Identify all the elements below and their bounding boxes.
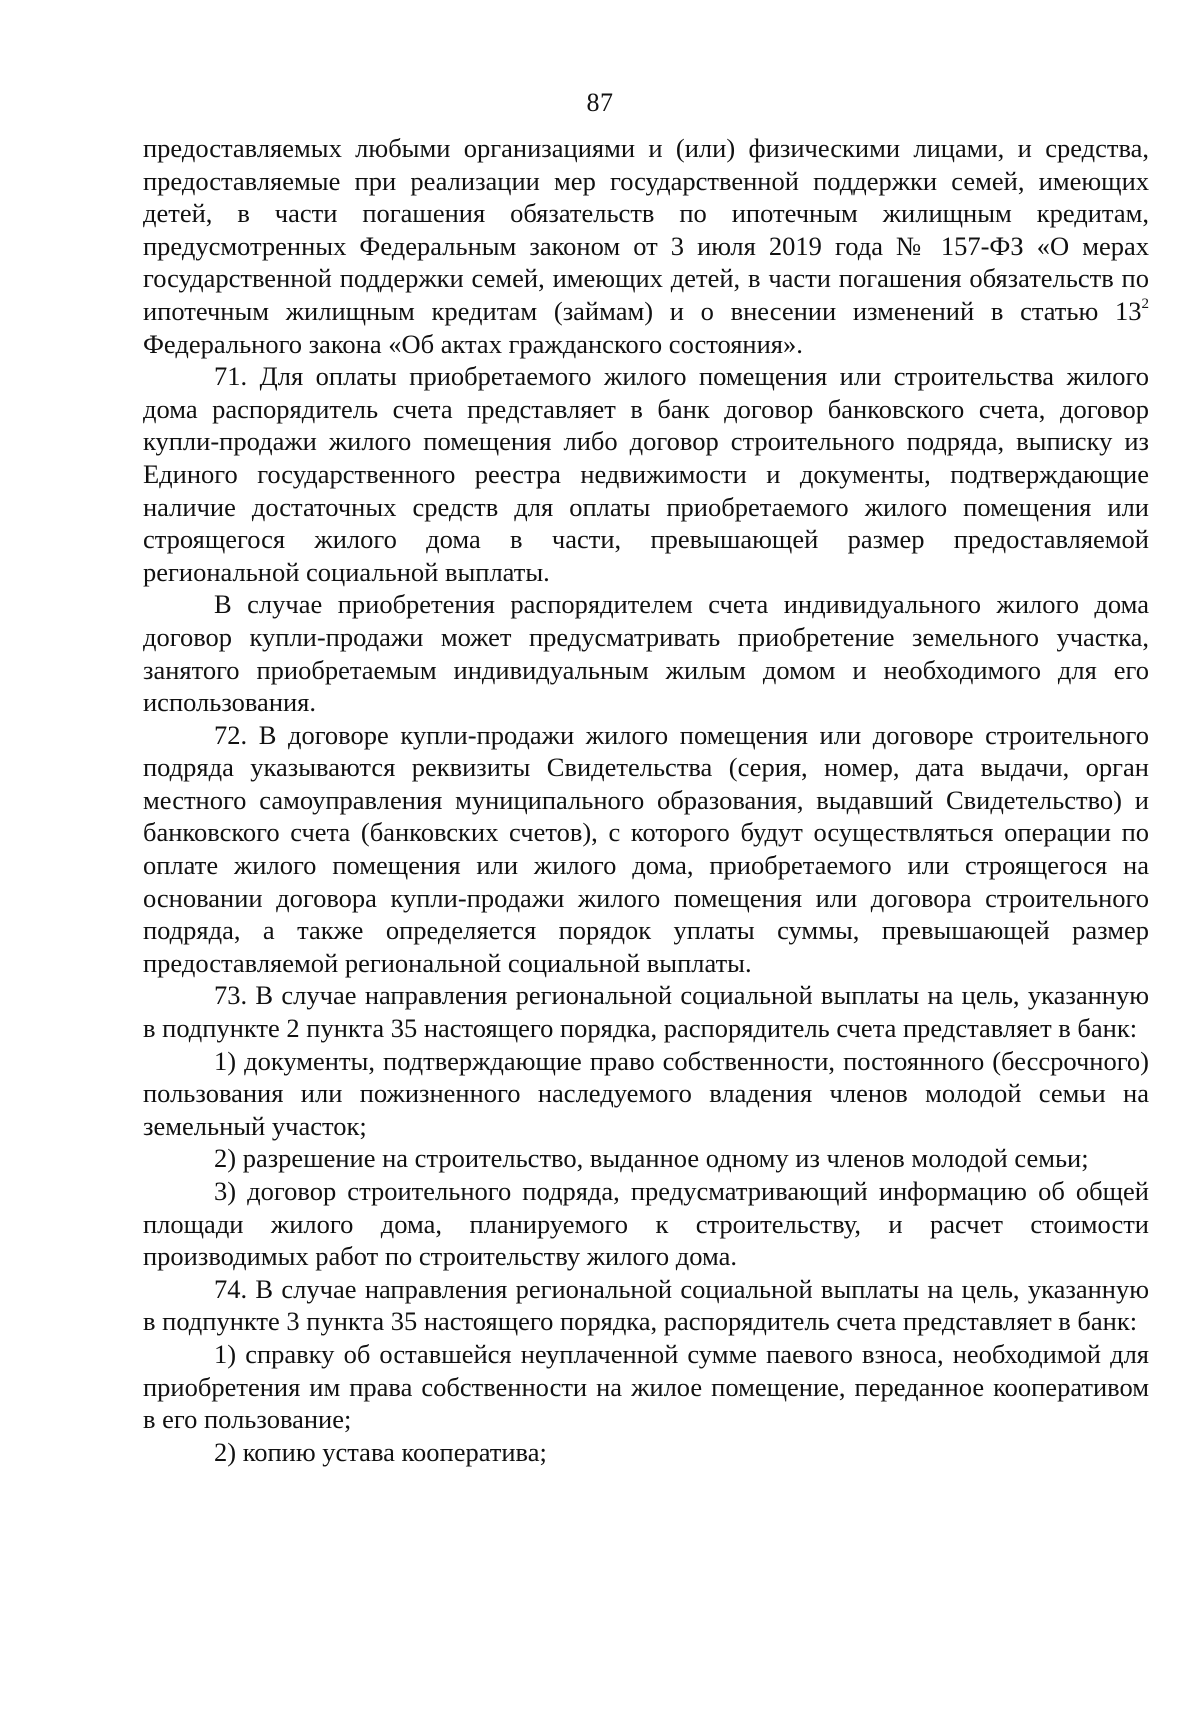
paragraph-71-house: В случае приобретения распорядителем счета индивидуального жилого дома договор купли-продажи может предусматривать приобретение земельного участка, занятого приобретаемым индивидуальным жилым домом и необходимого для его использования. [143, 589, 1149, 718]
paragraph-72: 72. В договоре купли-продажи жилого помещения или договоре строительного подряда указываются реквизиты Свидетельства (серия, номер, дата выдачи, орган местного самоуправления муниципального образования, выдавший Свидетельство) и банковского счета (банковских счетов), с которого будут осуществляться операции по оплате жилого помещения или жилого дома, приобретаемого или строящегося на основании договора купли-продажи жилого помещения или договора строительного подряда, а также определяется порядок уплаты суммы, превышающей размер предоставляемой региональной социальной выплаты. [143, 719, 1149, 978]
paragraph-73-item-3: 3) договор строительного подряда, предусматривающий информацию об общей площади жилого дома, планируемого к строительству, и расчет стоимости производимых работ по строительству жилого дома. [143, 1176, 1149, 1272]
paragraph-74-item-1: 1) справку об оставшейся неуплаченной сумме паевого взноса, необходимой для приобретения им права собственности на жилое помещение, переданное кооперативом в его пользование; [143, 1338, 1149, 1435]
document-body [143, 132, 1149, 1468]
paragraph-text-after: Федерального закона «Об актах гражданского состояния». [143, 328, 803, 359]
paragraph-continuation [143, 132, 1149, 360]
paragraph-71: 71. Для оплаты приобретаемого жилого помещения или строительства жилого дома распорядитель счета представляет в банк договор банковского счета, договор купли-продажи жилого помещения либо договор строительного подряда, выписку из Единого государственного реестра недвижимости и документы, подтверждающие наличие достаточных средств для оплаты приобретаемого жилого помещения или строящегося жилого дома в части, превышающей размер предоставляемой региональной социальной выплаты. [143, 361, 1149, 587]
paragraph-74-item-2: 2) копию устава кооператива; [214, 1436, 547, 1467]
paragraph-text: предоставляемых любыми организациями и (или) физическими лицами, и средства, предоставляемые при реализации мер государственной поддержки семей, имеющих детей, в части погашения обязательств по ипотечным жилищным кредитам, предусмотренных Федеральным законом от 3 июля 2019 года № 157-ФЗ «О мерах государственной поддержки семей, имеющих детей, в части погашения обязательств по ипотечным жилищным кредитам (займам) и о внесении изменений в статью 13 [143, 133, 1149, 326]
paragraph-73: 73. В случае направления региональной социальной выплаты на цель, указанную в подпункте 2 пункта 35 настоящего порядка, распорядитель счета представляет в банк: [143, 980, 1149, 1044]
paragraph-73-item-1: 1) документы, подтверждающие право собственности, постоянного (бессрочного) пользования или пожизненного наследуемого владения членов молодой семьи на земельный участок; [143, 1045, 1149, 1141]
superscript: 2 [1141, 296, 1149, 313]
paragraph-73-item-2: 2) разрешение на строительство, выданное одному из членов молодой семьи; [214, 1143, 1089, 1174]
page-number: 87 [586, 88, 614, 117]
paragraph-74: 74. В случае направления региональной социальной выплаты на цель, указанную в подпункте 3 пункта 35 настоящего порядка, распорядитель счета представляет в банк: [143, 1273, 1149, 1337]
